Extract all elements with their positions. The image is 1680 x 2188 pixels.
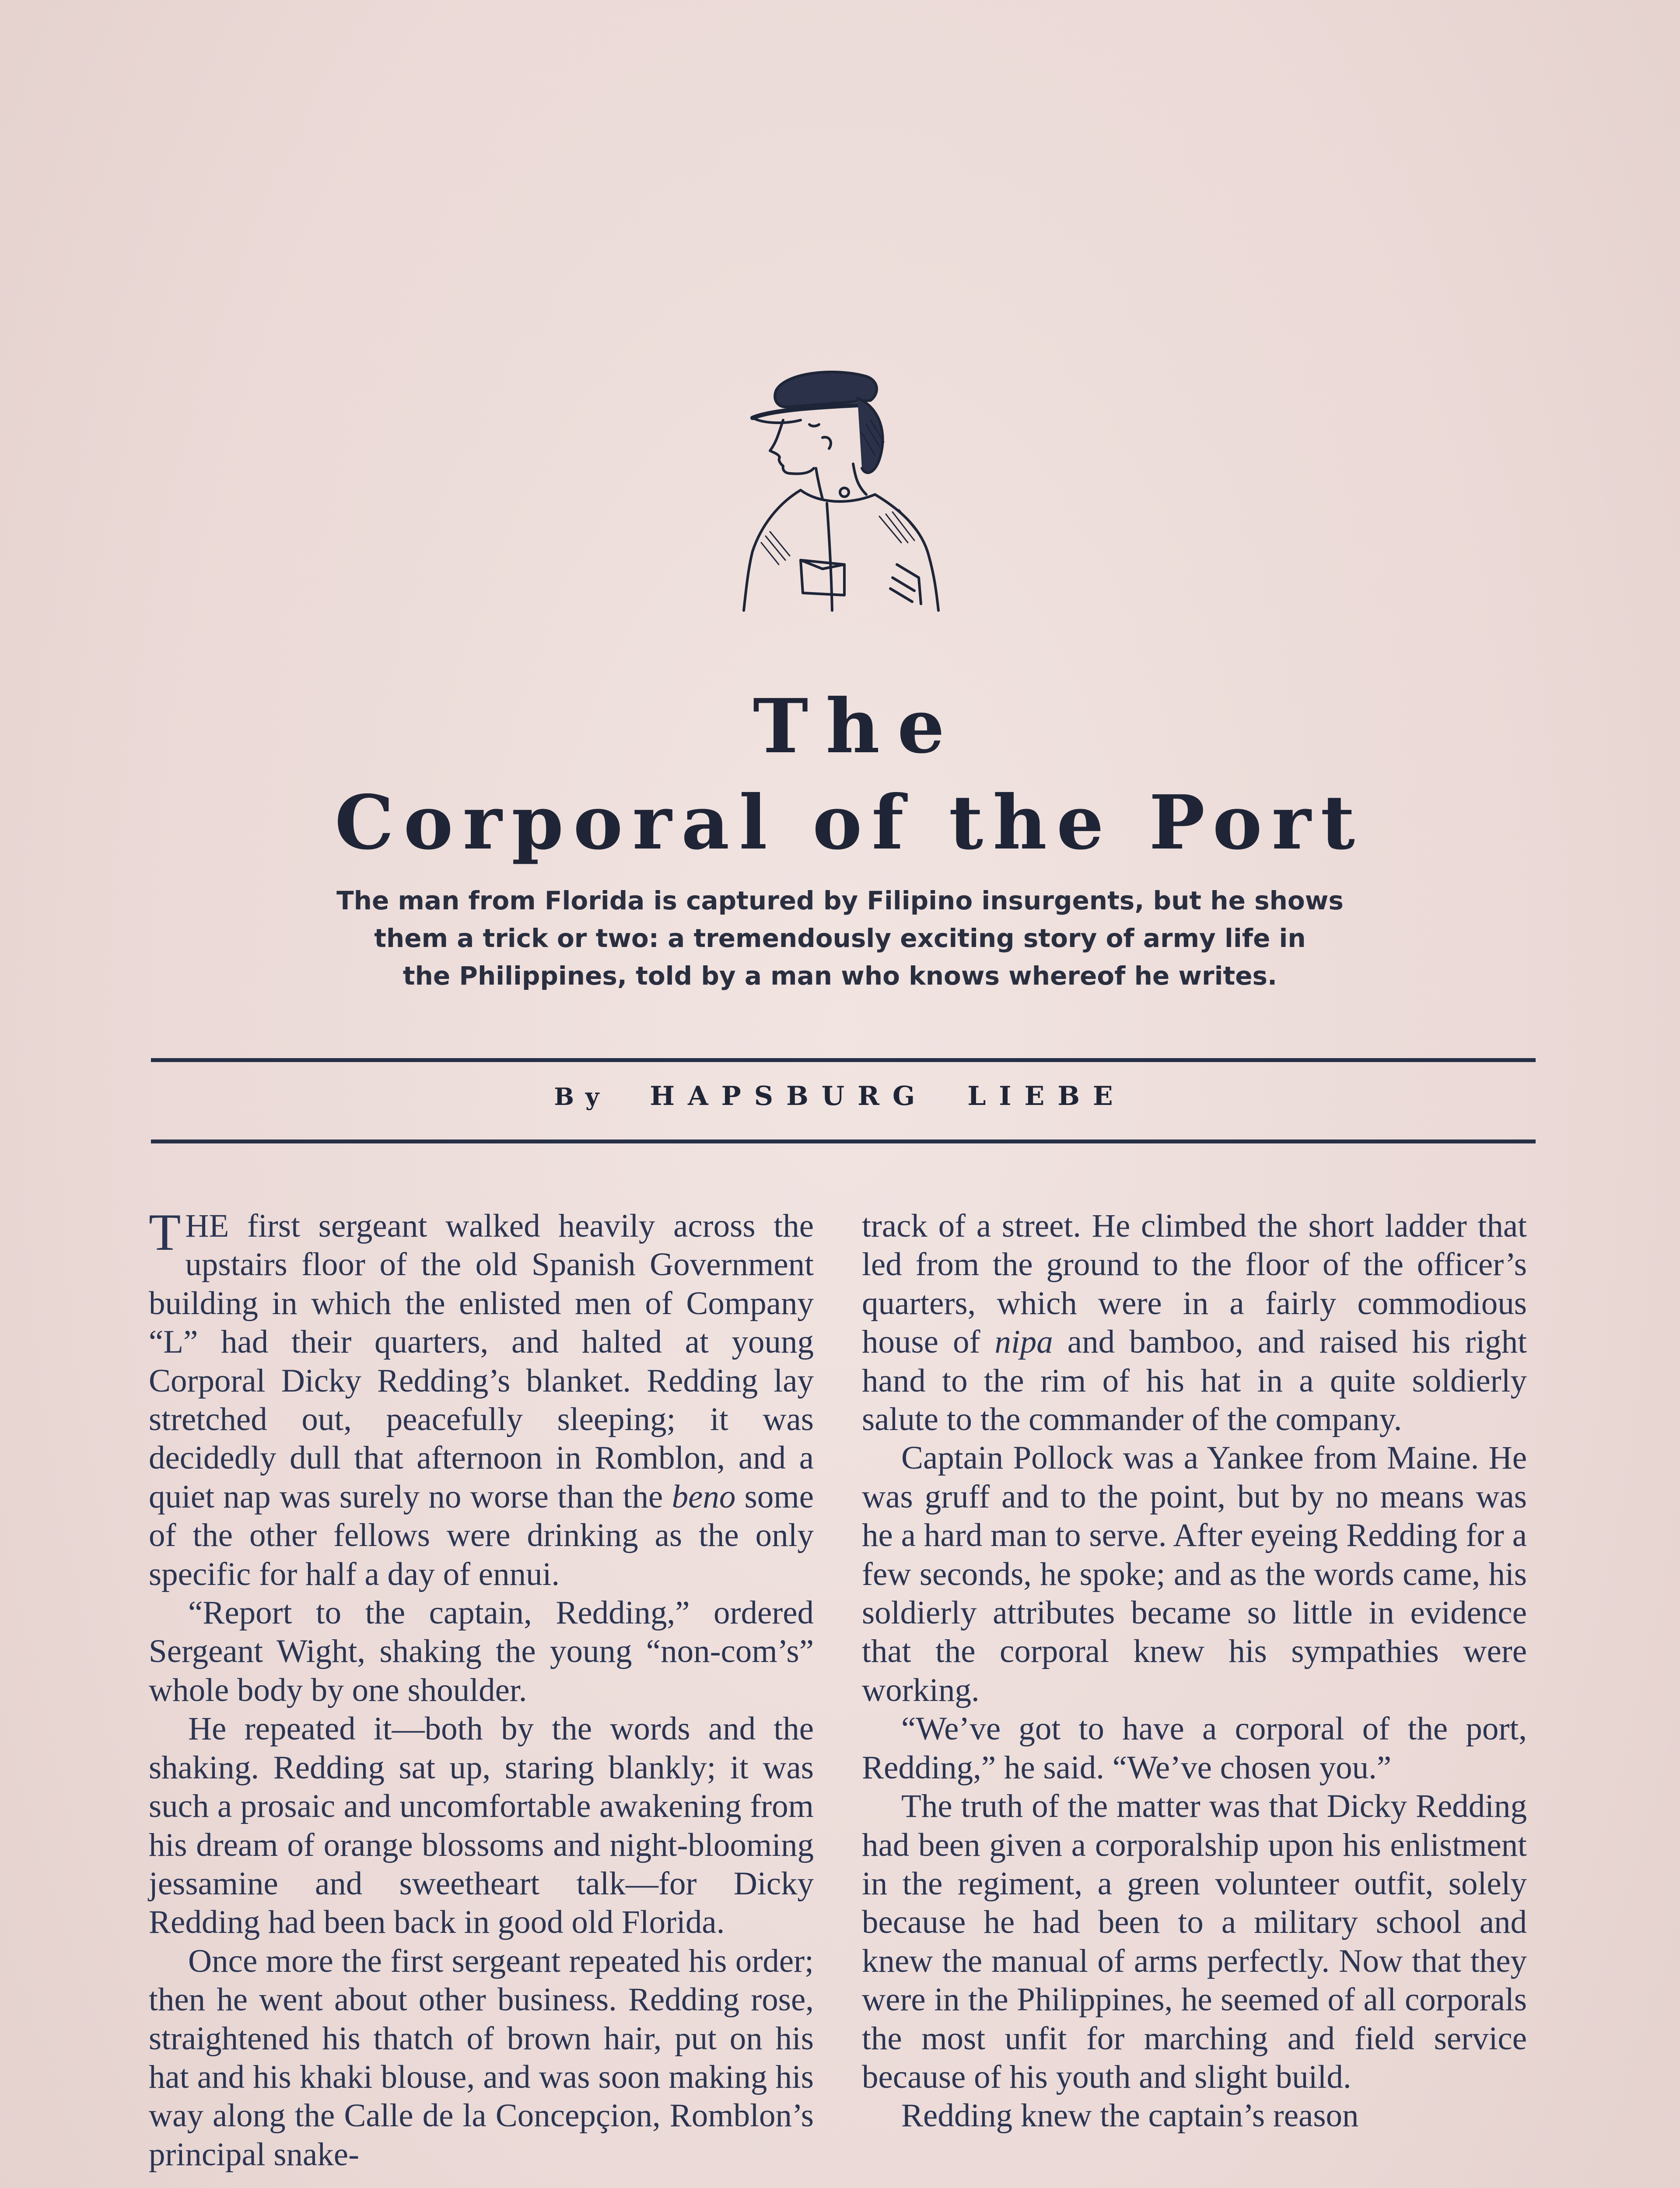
paragraph-italic: nipa <box>994 1324 1053 1360</box>
paragraph: “Report to the captain, Redding,” ordered Sergeant Wight, shaking the young “non-com’s” whole body by one shoulder. <box>149 1595 814 1708</box>
title-line-1: The <box>752 683 962 770</box>
subtitle-line: the Philippines, told by a man who knows whereof he writes. <box>402 961 1278 991</box>
paragraph: Captain Pollock was a Yankee from Maine. He was gruff and to the point, but by no means was he a hard man to serve. After eyeing Redding for a few seconds, he spoke; and as the words came, his soldierly attributes became so little in evidence that the corporal knew his sympathies were working. <box>862 1440 1527 1708</box>
paragraph-text: track of a street. He climbed the short ladder that led from the ground to the floor of the officer’s quarters, which were in a fairly commodious house of <box>862 1208 1527 1360</box>
article-subtitle <box>245 882 1435 995</box>
paragraph-text: HE first sergeant walked heavily across the upstairs floor of the old Spanish Government building in which the enlisted men of Company “L” had their quarters, and halted at young Corporal Dicky Redding’s blanket. Redding lay stretched out, peacefully sleeping; it was decidedly dull that afternoon in Romblon, and a quiet nap was surely no worse than the <box>149 1208 814 1515</box>
divider-rule-bottom <box>151 1140 1536 1143</box>
paragraph: “We’ve got to have a corporal of the port, Redding,” he said. “We’ve chosen you.” <box>862 1711 1527 1786</box>
text-column-left <box>149 1203 814 2174</box>
article-title: Corporal of the Port <box>335 779 1365 866</box>
paragraph-text: some of the other fellows were drinking as the only specific for half a day of ennui. <box>149 1478 814 1592</box>
paragraph <box>862 1207 1527 1439</box>
byline <box>0 1081 1680 1112</box>
text-column-right <box>862 1207 1527 2135</box>
byline-by: By <box>554 1083 611 1111</box>
subtitle-line: The man from Florida is captured by Filipino insurgents, but he shows <box>336 886 1344 915</box>
paragraph: He repeated it—both by the words and the shaking. Redding sat up, staring blankly; it was such a prosaic and uncomfortable awakening from his dream of orange blossoms and night-blooming jessamine and sweetheart talk—for Dicky Redding had been back in good old Florida. <box>149 1711 814 1941</box>
author-last-name: LIEBE <box>967 1081 1126 1112</box>
paragraph-text: and bamboo, and raised his right hand to the rim of his hat in a quite soldierly salute to the commander of the company. <box>862 1324 1527 1438</box>
soldier-portrait-illustration <box>735 359 941 613</box>
paragraph: The truth of the matter was that Dicky Redding had been given a corporalship upon his enlistment in the regiment, a green volunteer outfit, solely because he had been to a military school and knew the manual of arms perfectly. Now that they were in the Philippines, he seemed of all corporals the most unfit for marching and field service because of his youth and slight build. <box>862 1788 1527 2095</box>
subtitle-line: them a trick or two: a tremendously exciting story of army life in <box>374 923 1306 953</box>
paragraph <box>149 1203 814 1594</box>
paragraph: Redding knew the captain’s reason <box>901 2097 1359 2134</box>
drop-cap: T <box>149 1203 181 1261</box>
paragraph-italic: beno <box>672 1478 736 1515</box>
divider-rule-top <box>151 1058 1536 1062</box>
paragraph: Once more the first sergeant repeated his order; then he went about other business. Redding rose, straightened his thatch of brown hair, put on his hat and his khaki blouse, and was soon making his way along the Calle de la Concepçion, Romblon’s principal snake- <box>149 1943 814 2173</box>
author-first-name: HAPSBURG <box>650 1081 928 1112</box>
